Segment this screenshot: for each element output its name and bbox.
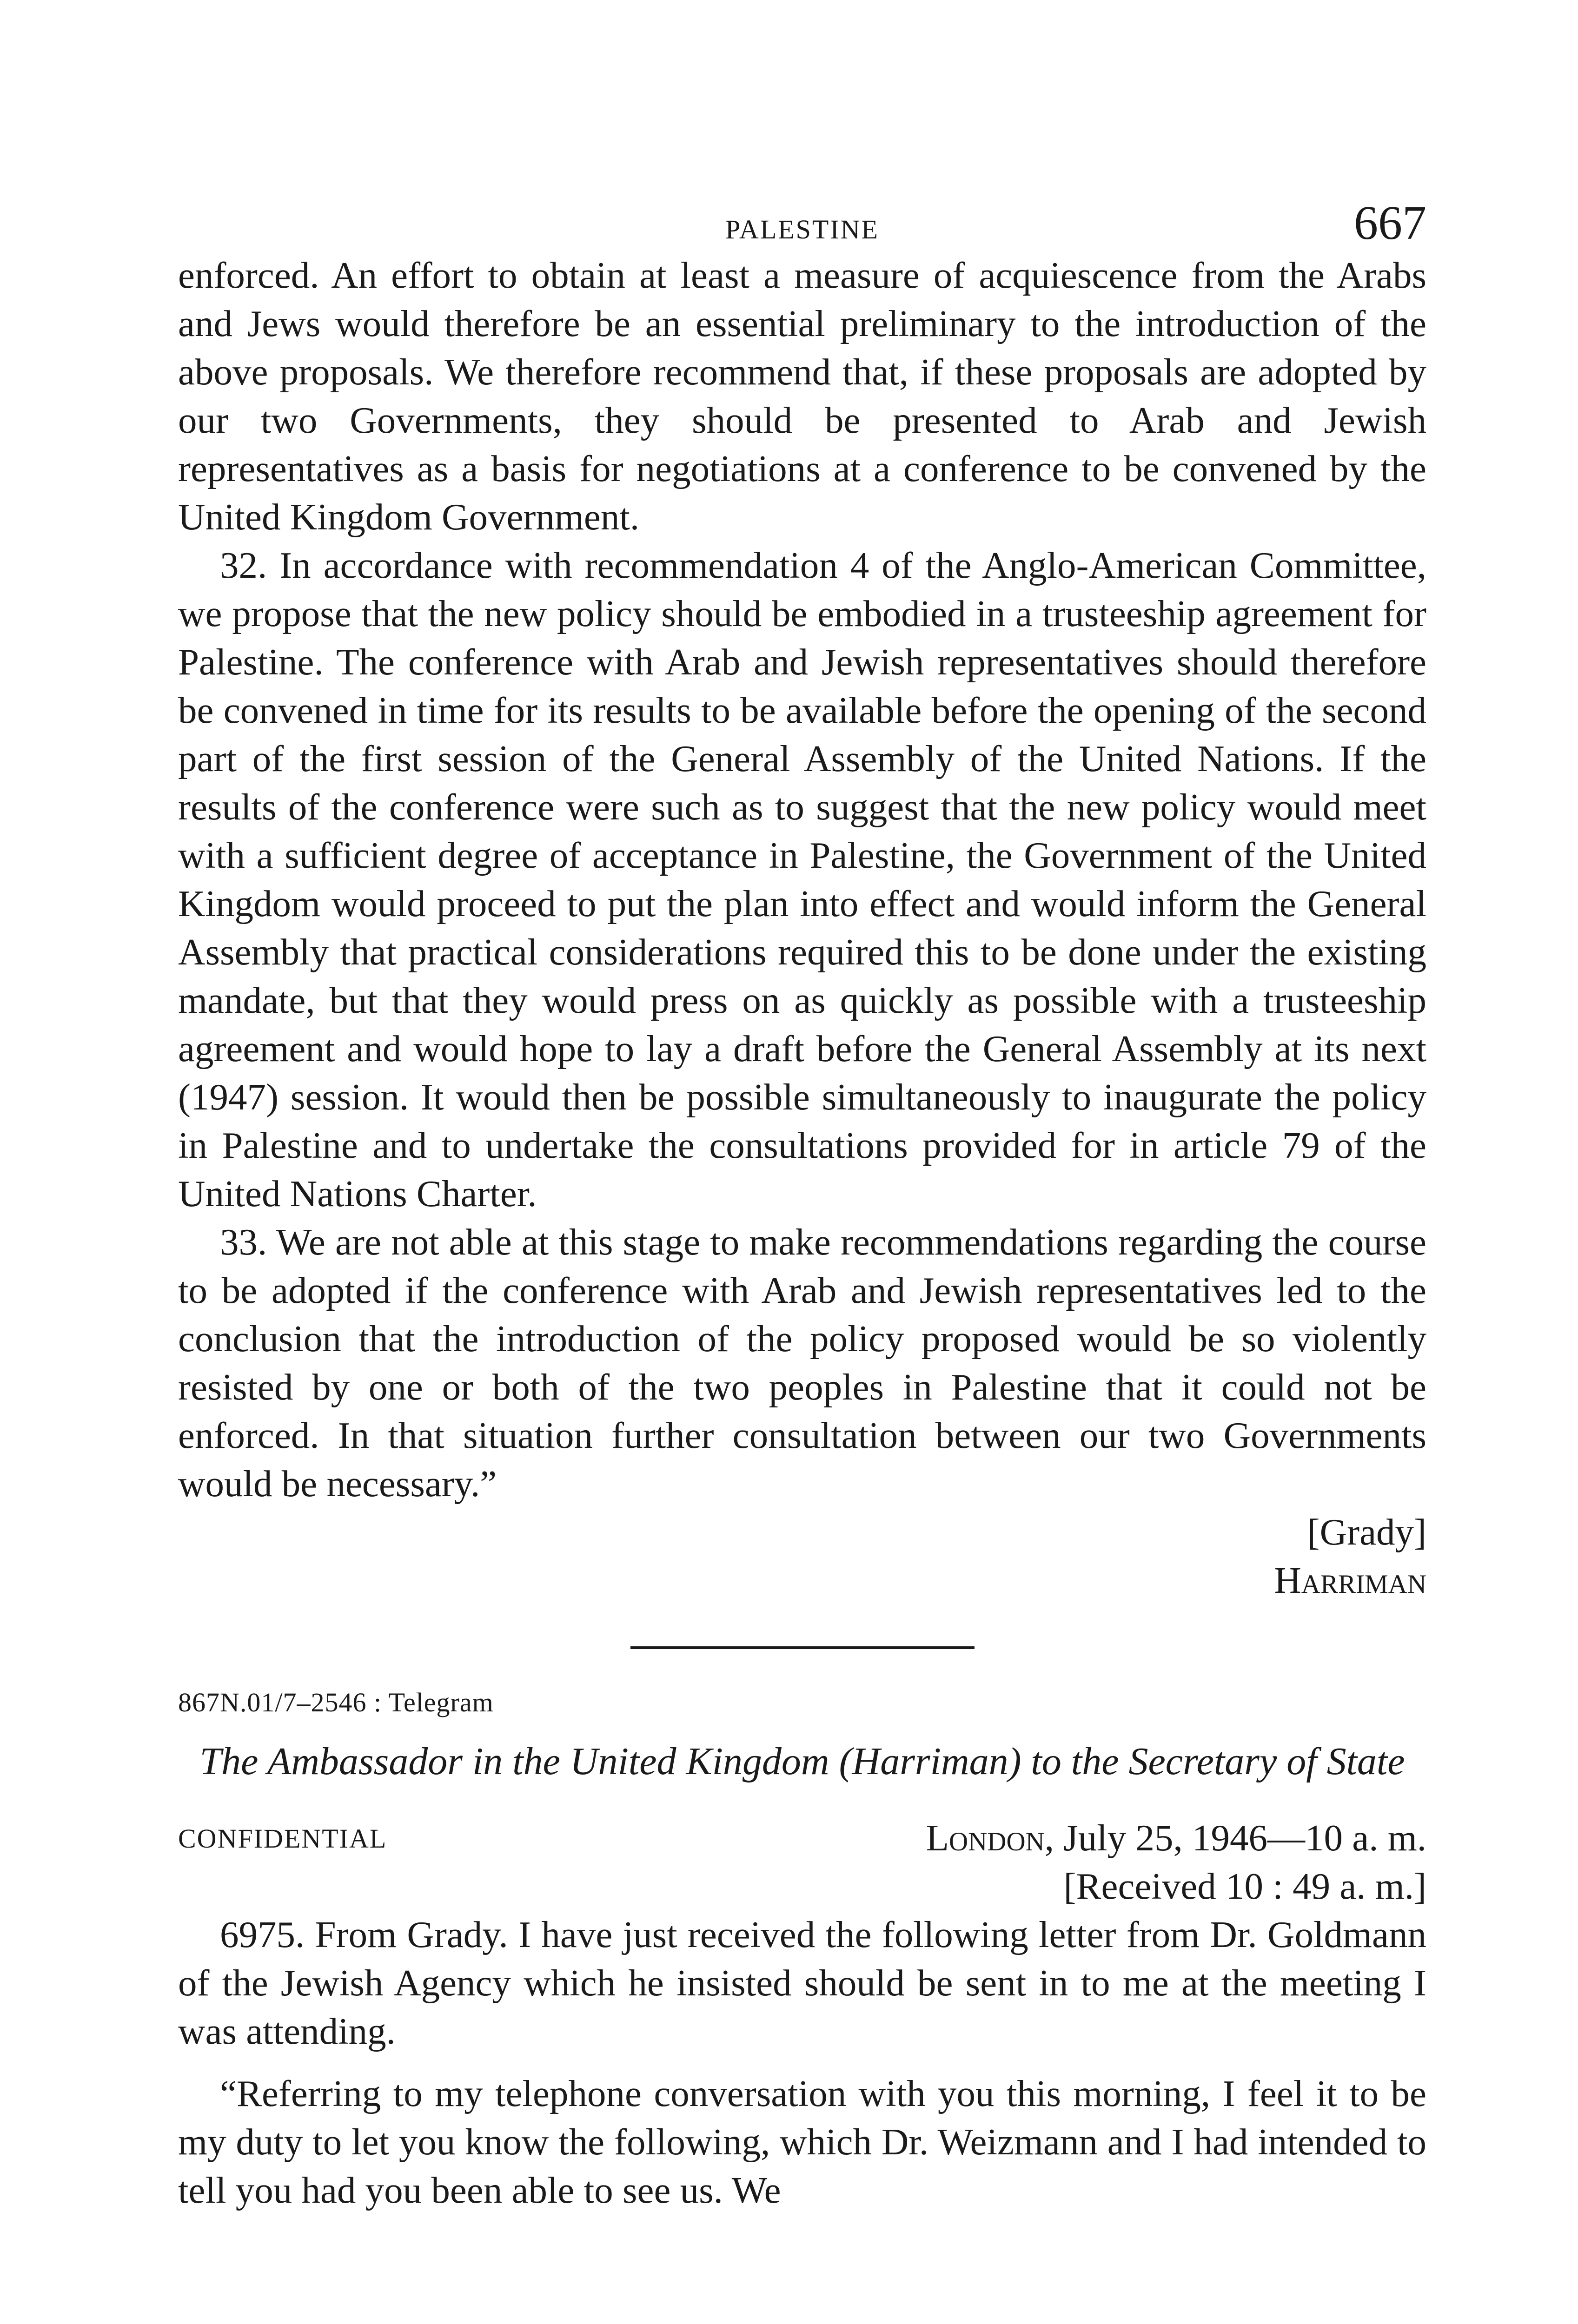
signature-name: Harriman [1274, 1559, 1426, 1601]
paragraph-letter: “Referring to my telephone conversation with you this morning, I feel it to be my duty to let you know the following, which Dr. Weizmann and I had intended to tell you had you been able to see us. We [178, 2073, 1426, 2211]
paragraph-continued: enforced. An effort to obtain at least a measure of acquiescence from the Arabs and Jews would therefore be an essential preliminary to the introduction of the above proposals. We therefore recommend that, if these proposals are adopted by our two Governments, they should be presented to Arab and Jewish representatives as a basis for negotiations at a conference to be convened by the United Kingdom Government. [178, 254, 1426, 538]
file-reference: 867N.01/7–2546 : Telegram [178, 1687, 494, 1717]
running-header [178, 195, 1426, 251]
paragraph-33: 33. We are not able at this stage to make recommendations regarding the course to be adopted if the conference with Arab and Jewish representatives led to the conclusion that the introduction of the policy proposed would be so violently resisted by one or both of the two peoples in Palestine that it could not be enforced. In that situation further consultation between our two Governments would be necessary.” [178, 1221, 1426, 1505]
classification-label: CONFIDENTIAL [178, 1823, 387, 1854]
paragraph-6975: 6975. From Grady. I have just received the following letter from Dr. Goldmann of the Jewish Agency which he insisted should be sent in to me at the meeting I was attending. [178, 1914, 1426, 2052]
dateline-date: , July 25, 1946—10 a. m. [1044, 1817, 1426, 1859]
dateline-row [178, 1814, 1426, 1862]
page-number: 667 [1354, 196, 1426, 250]
document-page [178, 195, 1426, 2214]
paragraph-32: 32. In accordance with recommendation 4 of the Anglo-American Committee, we propose that the new policy should be embodied in a trusteeship agreement for Palestine. The conference with Arab and Jewish representatives should therefore be convened in time for its results to be available before the opening of the second part of the first session of the General Assembly of the United Nations. If the results of the conference were such as to suggest that the new policy would meet with a sufficient degree of acceptance in Palestine, the Government of the United Kingdom would proceed to put the plan into effect and would inform the General Assembly that practical considerations required this to be done under the existing mandate, but that they would press on as quickly as possible with a trusteeship agreement and would hope to lay a draft before the General Assembly at its next (1947) session. It would then be possible simultaneously to inaugurate the policy in Palestine and to undertake the consultations provided for in article 79 of the United Nations Charter. [178, 544, 1426, 1215]
section-divider [630, 1646, 975, 1649]
dateline-place: London [926, 1817, 1045, 1859]
document-title: The Ambassador in the United Kingdom (Harriman) to the Secretary of State [199, 1740, 1405, 1783]
paragraph-gap [178, 2055, 1426, 2069]
running-title: PALESTINE [725, 214, 879, 244]
received-time: [Received 10 : 49 a. m.] [1063, 1865, 1426, 1907]
dateline [926, 1814, 1426, 1862]
signature-bracketed: [Grady] [1307, 1511, 1426, 1553]
